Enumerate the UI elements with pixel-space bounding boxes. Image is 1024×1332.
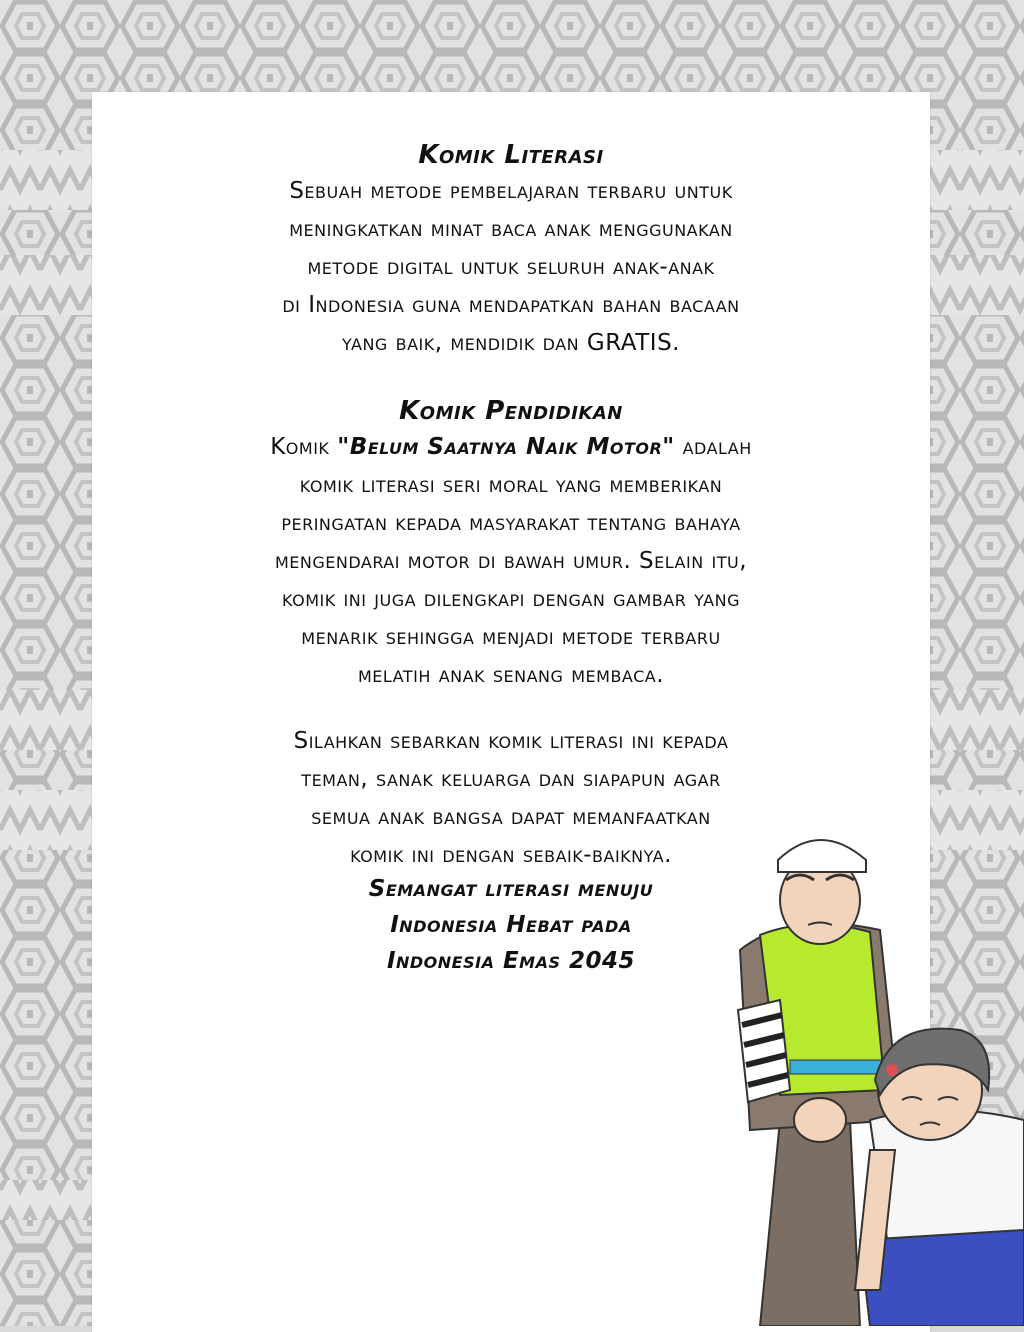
body-line: metode digital untuk seluruh anak-anak (307, 254, 715, 280)
body-line: di Indonesia guna mendapatkan bahan bacaan (282, 292, 740, 318)
closing-line: Indonesia Hebat pada (390, 912, 632, 938)
heading-komik-pendidikan: Komik Pendidikan (399, 396, 623, 426)
closing-line: Semangat literasi menuju (368, 876, 654, 902)
body-line: Sebuah metode pembelajaran terbaru untuk (289, 178, 733, 204)
body-text: Komik (270, 434, 338, 460)
closing-line: Indonesia Emas 2045 (386, 948, 636, 974)
body-line: meningkatkan minat baca anak menggunakan (289, 216, 733, 242)
heading-komik-literasi: Komik Literasi (418, 140, 604, 170)
body-line: teman, sanak keluarga dan siapapun agar (301, 766, 721, 792)
body-line: semua anak bangsa dapat memanfaatkan (311, 804, 711, 830)
body-line: komik ini dengan sebaik-baiknya. (350, 842, 672, 868)
body-line: menarik sehingga menjadi metode terbaru (301, 624, 721, 650)
body-line: peringatan kepada masyarakat tentang bahaya (281, 510, 741, 536)
body-line: Silahkan sebarkan komik literasi ini kepada (293, 728, 729, 754)
body-line: yang baik, mendidik dan GRATIS. (341, 330, 680, 356)
body-line: komik literasi seri moral yang memberikan (299, 472, 723, 498)
comic-title: "Belum Saatnya Naik Motor" (337, 434, 675, 460)
body-text: adalah (674, 434, 752, 460)
body-line: mengendarai motor di bawah umur. Selain itu, (274, 548, 748, 574)
body-line: komik ini juga dilengkapi dengan gambar yang (282, 586, 740, 612)
body-line: melatih anak senang membaca. (357, 662, 665, 688)
body-line-title (92, 434, 930, 460)
police-helping-child-illustration (720, 820, 1024, 1326)
